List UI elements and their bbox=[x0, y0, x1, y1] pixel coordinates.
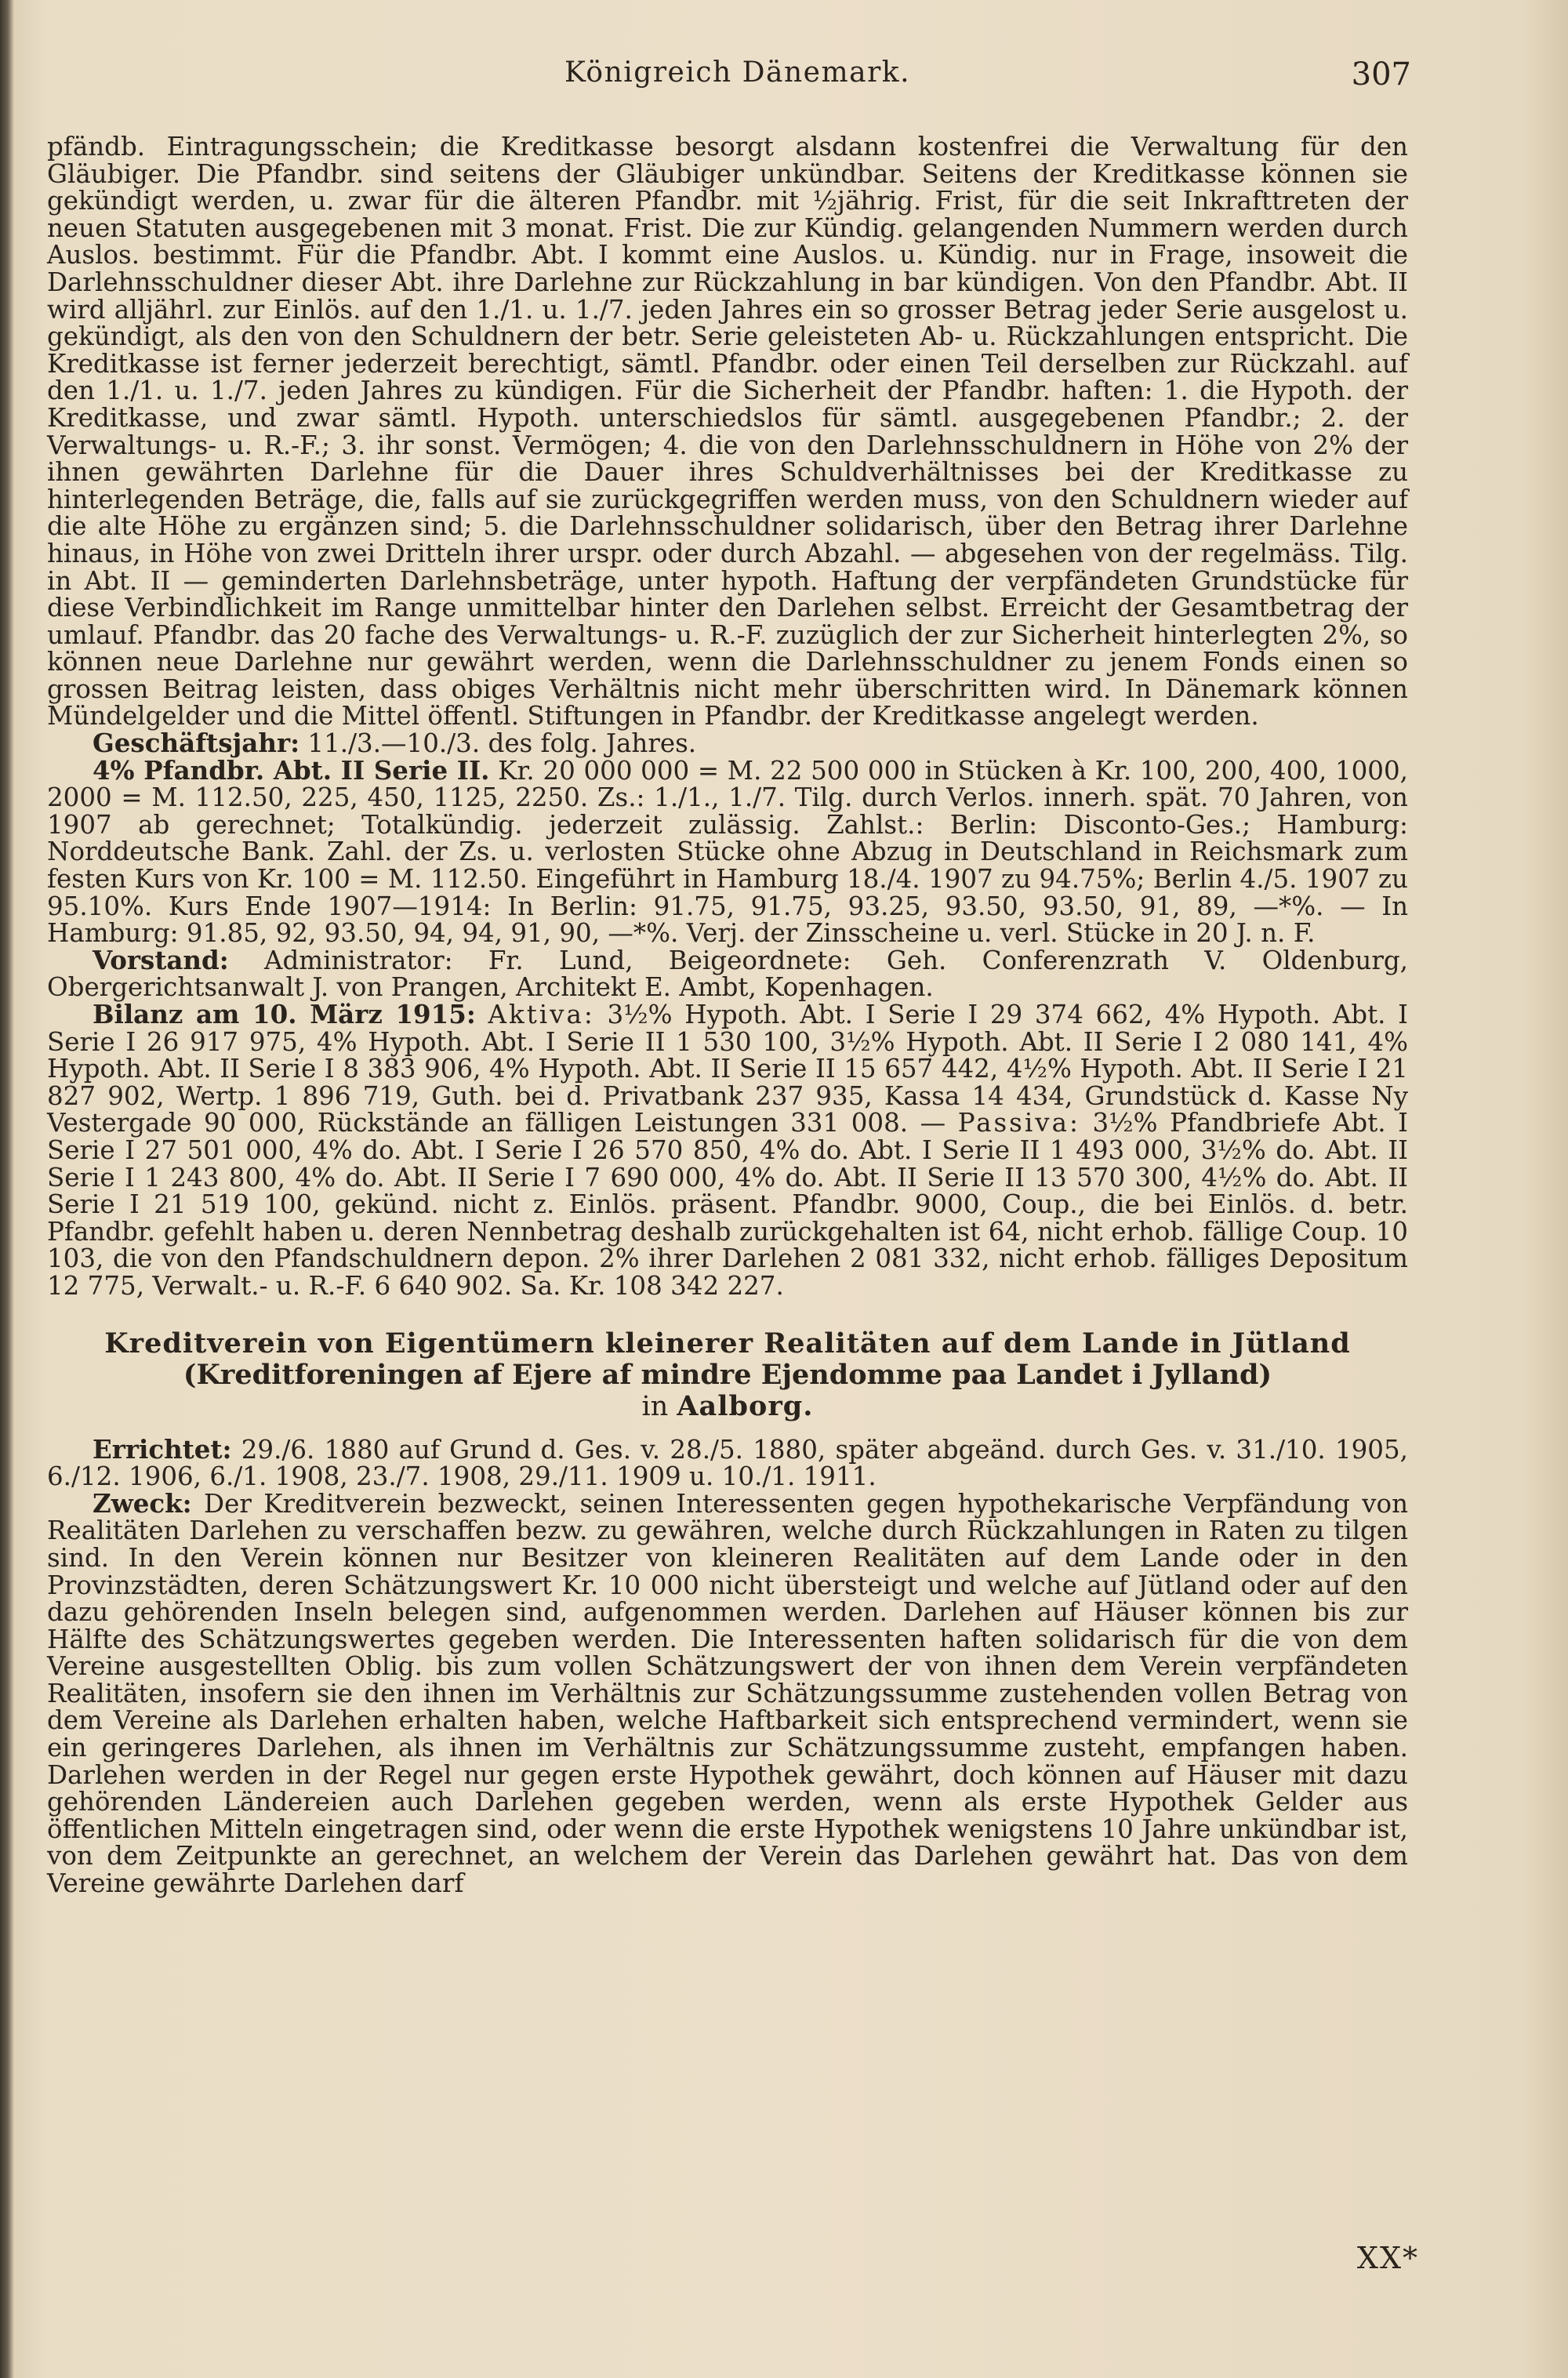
page-body bbox=[47, 133, 1408, 1897]
paragraph-geschaeftsjahr bbox=[47, 730, 1408, 757]
vorstand-text: Administrator: Fr. Lund, Beigeordnete: Geh. Conferenzrath V. Oldenburg, Obergerichtsanwalt J. von Prangen, Architekt E. Ambt, Kopenhagen. bbox=[47, 945, 1408, 1003]
paragraph-bilanz bbox=[47, 1001, 1408, 1300]
section-title-in: in bbox=[641, 1390, 677, 1422]
running-title: Königreich Dänemark. bbox=[564, 56, 911, 89]
book-spine-shadow bbox=[0, 0, 14, 2378]
signature-mark: XX* bbox=[1356, 2241, 1419, 2275]
aktiva-text: 3½% Hypoth. Abt. I Serie I 29 374 662, 4% Hypoth. Abt. I Serie I 26 917 975, 4% Hypoth. Abt. I Serie II 1 530 100, 3½% Hypoth. Abt. II Serie I 2 080 141, 4% Hypoth. Abt. II Serie I 8 383 906, 4% Hypoth. Abt. II Serie II 15 657 442, 4½% Hypoth. Abt. II Serie I 21 827 902, Wertp. 1 896 719, Guth. bei d. Privatbank 237 935, Kassa 14 434, Grundstück d. Kasse Ny Vestergade 90 000, Rückstände an fälligen Leistungen 331 008. — bbox=[47, 1000, 1408, 1138]
section-title-bold: Kreditverein von Eigentümern kleinerer Realitäten auf dem Lande in Jütland bbox=[104, 1327, 1351, 1360]
section-title-danish: (Kreditforeningen af Ejere af mindre Ejendomme paa Landet i Jylland) bbox=[183, 1358, 1272, 1391]
paragraph-zweck bbox=[47, 1487, 1408, 1899]
bilanz-label: Bilanz am 10. März 1915: bbox=[93, 999, 476, 1029]
aktiva-label: Aktiva: bbox=[488, 1000, 595, 1029]
passiva-label: Passiva: bbox=[957, 1108, 1080, 1138]
paragraph-errichtet bbox=[47, 1433, 1408, 1492]
pfandbr-serie-text: Kr. 20 000 000 = M. 22 500 000 in Stücken à Kr. 100, 200, 400, 1000, 2000 = M. 112.50, 225, 450, 1125, 2250. Zs.: 1./1., 1./7. Tilg. durch Verlos. innerh. spät. 70 Jahren, von 1907 ab gerechnet; Totalkündig. jederzeit zulässig. Zahlst.: Berlin: Disconto-Ges.; Hamburg: Norddeutsche Bank. Zahl. der Zs. u. verlosten Stücke ohne Abzug in Deutschland in Reichsmark zum festen Kurs von Kr. 100 = M. 112.50. Eingeführt in Hamburg 18./4. 1907 zu 94.75%; Berlin 4./5. 1907 zu 95.10%. Kurs Ende 1907—1914: In Berlin: 91.75, 91.75, 93.25, 93.50, 93.50, 91, 89, —*%. — In Hamburg: 91.85, 92, 93.50, 94, 94, 91, 90, —*%. Verj. der Zinsscheine u. verl. Stücke in 20 J. n. F. bbox=[47, 755, 1408, 949]
errichtet-text: 29./6. 1880 auf Grund d. Ges. v. 28./5. 1880, später abgeänd. durch Ges. v. 31./10. 1905, 6./12. 1906, 6./1. 1908, 23./7. 1908, 29./11. 1909 u. 10./1. 1911. bbox=[47, 1434, 1408, 1492]
geschaeftsjahr-text: 11./3.—10./3. des folg. Jahres. bbox=[299, 728, 697, 759]
pfandbr-serie-label: 4% Pfandbr. Abt. II Serie II. bbox=[93, 754, 490, 786]
section-title-city: Aalborg. bbox=[677, 1389, 814, 1422]
zweck-label: Zweck: bbox=[93, 1487, 192, 1519]
passiva-text: 3½% Pfandbriefe Abt. I Serie I 27 501 000, 4% do. Abt. I Serie I 26 570 850, 4% do. Abt. I Serie II 1 493 000, 3½% do. Abt. II Serie I 1 243 800, 4% do. Abt. II Serie I 7 690 000, 4% do. Abt. II Serie II 13 570 300, 4½% do. Abt. II Serie I 21 519 100, gekünd. nicht z. Einlös. präsent. Pfandbr. 9000, Coup., die bei Einlös. d. betr. Pfandbr. gefehlt haben u. deren Nennbetrag deshalb zurückgehalten ist 64, nicht erhob. fällige Coup. 10 103, die von den Pfandschuldnern depon. 2% ihrer Darlehen 2 081 332, nicht erhob. fälliges Depositum 12 775, Verwalt.- u. R.-F. 6 640 902. Sa. Kr. 108 342 227. bbox=[47, 1108, 1408, 1301]
zweck-text: Der Kreditverein bezweckt, seinen Interessenten gegen hypothekarische Verpfändung von Realitäten Darlehen zu verschaffen bezw. zu gewähren, welche durch Rückzahlungen in Raten zu tilgen sind. In den Verein können nur Besitzer von kleineren Realitäten auf dem Lande oder in den Provinzstädten, deren Schätzungswert Kr. 10 000 nicht übersteigt und welche auf Jütland oder auf den dazu gehörenden Inseln belegen sind, aufgenommen werden. Darlehen auf Häuser können bis zur Hälfte des Schätzungswertes gegeben werden. Die Interessenten haften solidarisch für die von dem Vereine ausgestellten Oblig. bis zum vollen Schätzungswert der von ihnen dem Verein verpfändeten Realitäten, insofern sie den ihnen im Verhältnis zur Schätzungssumme zustehenden vollen Betrag von dem Vereine als Darlehen erhalten haben, welche Haftbarkeit sich entsprechend vermindert, wenn sie ein geringeres Darlehen, als ihnen im Verhältnis zur Schätzungssumme zusteht, empfangen haben. Darlehen werden in der Regel nur gegen erste Hypothek gewährt, doch können auf Häuser mit dazu gehörenden Ländereien auch Darlehen gegeben werden, wenn als erste Hypothek Gelder aus öffentlichen Mitteln eingetragen sind, oder wenn die erste Hypothek wenigstens 10 Jahre unkündbar ist, von dem Zeitpunkte an gerechnet, an welchem der Verein das Darlehen gewährt hat. Das von dem Vereine gewährte Darlehen darf bbox=[47, 1488, 1408, 1899]
page-header bbox=[47, 56, 1411, 103]
section-title bbox=[47, 1328, 1408, 1422]
page-number: 307 bbox=[1351, 56, 1411, 93]
vorstand-label: Vorstand: bbox=[93, 944, 229, 975]
paragraph-pfandbriefe-terms: pfändb. Eintragungsschein; die Kreditkasse besorgt alsdann kostenfrei die Verwaltung für den Gläubiger. Die Pfandbr. sind seitens der Gläubiger unkündbar. Seitens der Kreditkasse können sie gekündigt werden, u. zwar für die älteren Pfandbr. mit ½jährig. Frist, für die seit Inkrafttreten der neuen Statuten ausgegebenen mit 3 monat. Frist. Die zur Kündig. gelangenden Nummern werden durch Auslos. bestimmt. Für die Pfandbr. Abt. I kommt eine Auslos. u. Kündig. nur in Frage, insoweit die Darlehnsschuldner dieser Abt. ihre Darlehne zur Rückzahlung in bar kündigen. Von den Pfandbr. Abt. II wird alljährl. zur Einlös. auf den 1./1. u. 1./7. jeden Jahres ein so grosser Betrag jeder Serie ausgelost u. gekündigt, als den von den Schuldnern der betr. Serie geleisteten Ab- u. Rückzahlungen entspricht. Die Kreditkasse ist ferner jederzeit berechtigt, sämtl. Pfandbr. oder einen Teil derselben zur Rückzahl. auf den 1./1. u. 1./7. jeden Jahres zu kündigen. Für die Sicherheit der Pfandbr. haften: 1. die Hypoth. der Kreditkasse, und zwar sämtl. Hypoth. unterschiedslos für sämtl. ausgegebenen Pfandbr.; 2. der Verwaltungs- u. R.-F.; 3. ihr sonst. Vermögen; 4. die von den Darlehnsschuldnern in Höhe von 2% der ihnen gewährten Darlehne für die Dauer ihres Schuldverhältnisses bei der Kreditkasse zu hinterlegenden Beträge, die, falls auf sie zurückgegriffen werden muss, von den Schuldnern wieder auf die alte Höhe zu ergänzen sind; 5. die Darlehnsschuldner solidarisch, über den Betrag ihrer Darlehne hinaus, in Höhe von zwei Dritteln ihrer urspr. oder durch Abzahl. — abgesehen von der regelmäss. Tilg. in Abt. II — geminderten Darlehnsbeträge, unter hypoth. Haftung der verpfändeten Grundstücke für diese Verbindlichkeit im Range unmittelbar hinter den Darlehen selbst. Erreicht der Gesamtbetrag der umlauf. Pfandbr. das 20 fache des Verwaltungs- u. R.-F. zuzüglich der zur Sicherheit hinterlegten 2%, so können neue Darlehne nur gewährt werden, wenn die Darlehnsschuldner zu jenem Fonds einen so grossen Beitrag leisten, dass obiges Verhältnis nicht mehr überschritten wird. In Dänemark können Mündelgelder und die Mittel öffentl. Stiftungen in Pfandbr. der Kreditkasse angelegt werden. bbox=[47, 132, 1408, 732]
paragraph-vorstand bbox=[47, 944, 1408, 1003]
geschaeftsjahr-label: Geschäftsjahr: bbox=[93, 728, 300, 759]
errichtet-label: Errichtet: bbox=[93, 1433, 232, 1465]
paragraph-pfandbr-serie bbox=[47, 754, 1408, 949]
